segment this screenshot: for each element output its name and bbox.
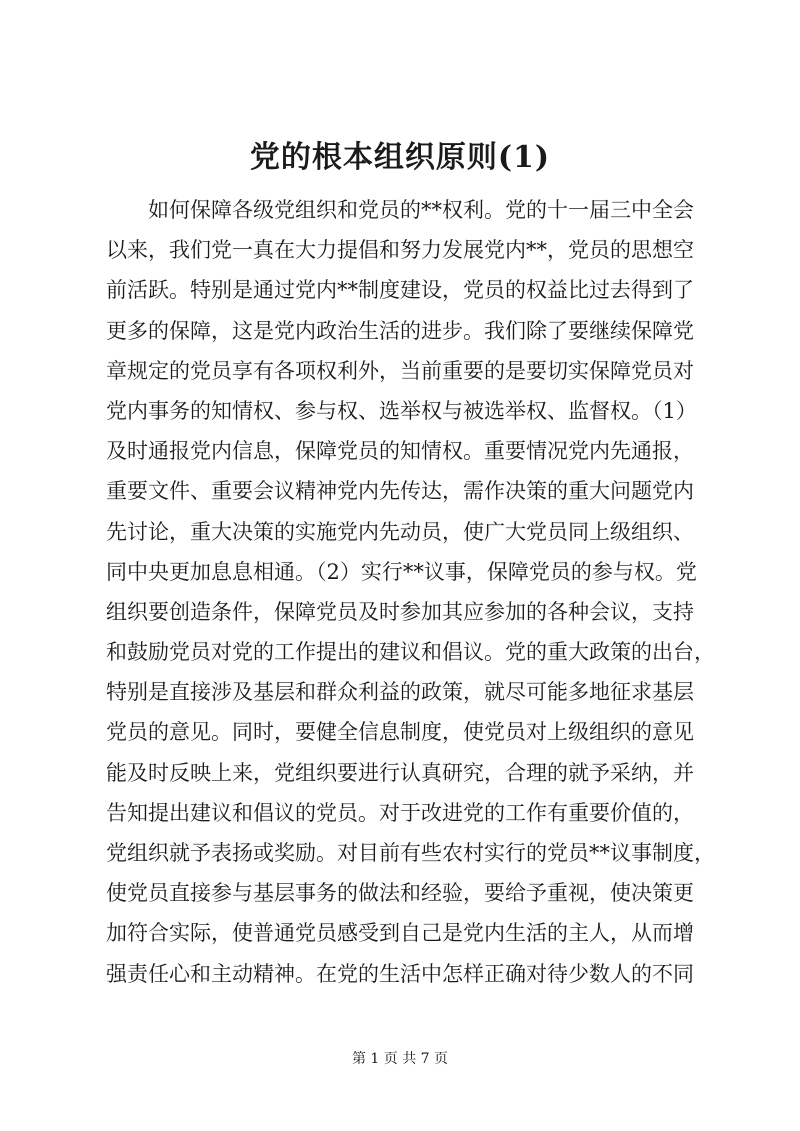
body-line: 如何保障各级党组织和党员的**权利。党的十一届三中全会 (106, 198, 694, 222)
body-line: 同中央更加息息相通。（2）实行**议事，保障党员的参与权。党 (106, 559, 697, 584)
page-footer: 第 1 页 共 7 页 (351, 1051, 449, 1067)
body-line: 前活跃。特别是通过党内**制度建设，党员的权益比过去得到了 (106, 278, 694, 303)
body-line: 告知提出建议和倡议的党员。对于改进党的工作有重要价值的， (106, 800, 694, 825)
body-line: 以来，我们党一真在大力提倡和努力发展党内**，党员的思想空 (106, 238, 694, 263)
body-line: 使党员直接参与基层事务的做法和经验，要给予重视，使决策更 (106, 881, 694, 906)
body-line: 及时通报党内信息，保障党员的知情权。重要情况党内先通报， (106, 439, 694, 464)
body-line: 更多的保障，这是党内政治生活的进步。我们除了要继续保障党 (106, 318, 694, 343)
body-line: 党组织就予表扬或奖励。对目前有些农村实行的党员**议事制度， (106, 841, 715, 865)
body-line: 重要文件、重要会议精神党内先传达，需作决策的重大问题党内 (106, 479, 694, 504)
body-line: 加符合实际，使普通党员感受到自己是党内生活的主人，从而增 (106, 921, 694, 946)
body-line: 和鼓励党员对党的工作提出的建议和倡议。党的重大政策的出台， (106, 640, 715, 665)
body-line: 先讨论，重大决策的实施党内先动员，使广大党员同上级组织、 (106, 519, 694, 544)
body-line: 强责任心和主动精神。在党的生活中怎样正确对待少数人的不同 (106, 961, 694, 986)
body-line: 组织要创造条件，保障党员及时参加其应参加的各种会议，支持 (106, 599, 694, 624)
document-body (106, 190, 715, 994)
body-line: 党内事务的知情权、参与权、选举权与被选举权、监督权。（1） (106, 398, 697, 423)
document-title: 党的根本组织原则(1) (249, 140, 551, 175)
body-line: 能及时反映上来，党组织要进行认真研究，合理的就予采纳，并 (106, 760, 694, 785)
body-line: 党员的意见。同时，要健全信息制度，使党员对上级组织的意见 (106, 720, 694, 745)
body-line: 章规定的党员享有各项权利外，当前重要的是要切实保障党员对 (106, 358, 694, 383)
body-line: 特别是直接涉及基层和群众利益的政策，就尽可能多地征求基层 (106, 680, 694, 705)
